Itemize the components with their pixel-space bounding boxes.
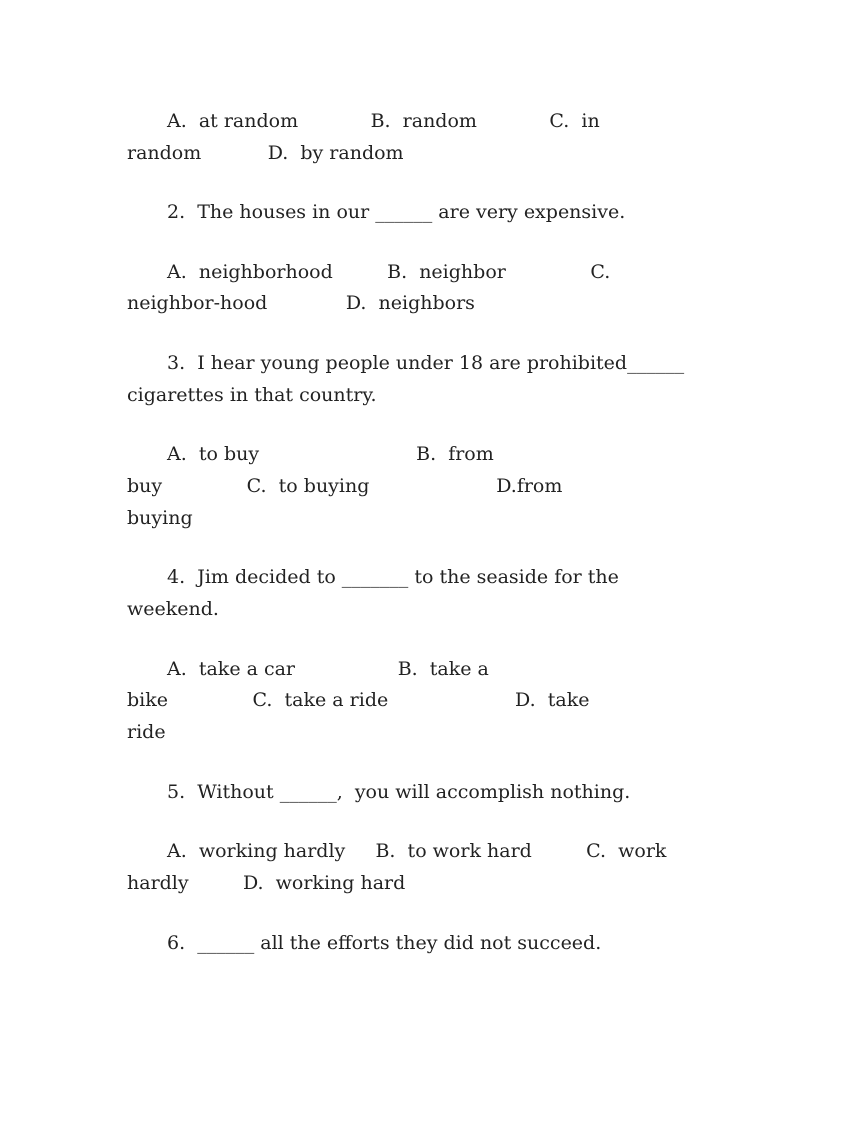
q5-stem: 5. Without ______, you will accomplish nothing. [167,781,631,803]
q4-stem-line-1: 4. Jim decided to _______ to the seaside for the [167,566,619,588]
q5-options-line-2: hardly D. working hard [127,872,406,894]
q6-stem: 6. ______ all the efforts they did not succeed. [167,932,602,954]
q5-options-line-1: A. working hardly B. to work hard C. work [167,840,667,862]
q2-stem: 2. The houses in our ______ are very expensive. [167,201,626,223]
q3-options-line-1: A. to buy B. from [167,443,494,465]
q1-options-line-2: random D. by random [127,142,404,164]
q2-options-line-1: A. neighborhood B. neighbor C. [167,261,611,283]
q3-stem-line-2: cigarettes in that country. [127,384,377,406]
q3-options-line-3: buying [127,507,193,529]
q4-options-line-2: bike C. take a ride D. take [127,689,590,711]
q2-options-line-2: neighbor-hood D. neighbors [127,292,475,314]
q3-stem-line-1: 3. I hear young people under 18 are prohibited______ [167,352,685,374]
q4-options-line-3: ride [127,721,166,743]
q3-options-line-2: buy C. to buying D.from [127,475,563,497]
q4-stem-line-2: weekend. [127,598,219,620]
q1-options-line-1: A. at random B. random C. in [167,110,600,132]
q4-options-line-1: A. take a car B. take a [167,658,489,680]
